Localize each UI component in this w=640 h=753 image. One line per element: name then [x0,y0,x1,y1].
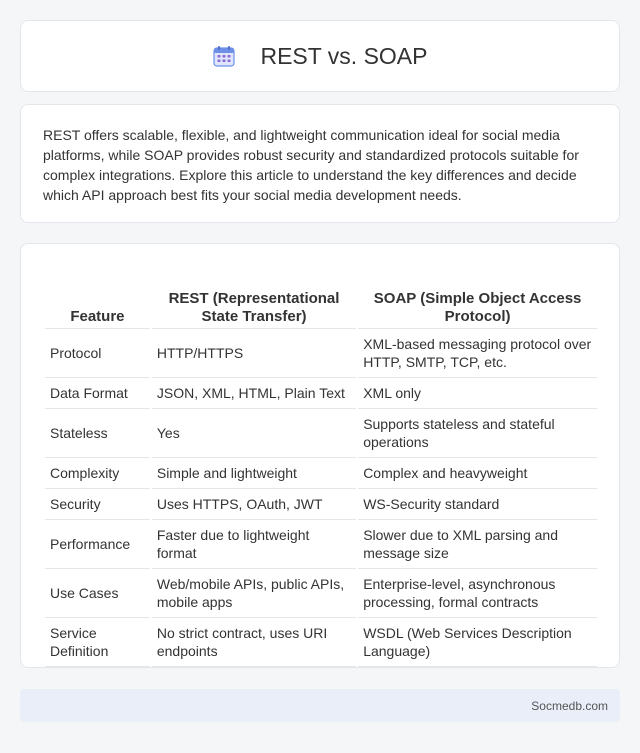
footer [20,689,620,722]
comparison-table-card [20,243,620,668]
soap-cell: XML only [358,378,597,409]
table-row [45,489,597,520]
soap-cell: Enterprise-level, asynchronous processing, formal contracts [358,569,597,618]
feature-cell: Data Format [45,378,150,409]
soap-cell: WSDL (Web Services Description Language) [358,618,597,667]
soap-cell: Supports stateless and stateful operations [358,409,597,458]
intro-text: REST offers scalable, flexible, and lightweight communication ideal for social media platforms, while SOAP provides robust security and standardized protocols suitable for complex integrations. Explore this article to understand the key differences and decide which API approach best fits your social media development needs. [43,127,579,203]
feature-cell: Use Cases [45,569,150,618]
rest-cell: Uses HTTPS, OAuth, JWT [152,489,356,520]
rest-cell: No strict contract, uses URI endpoints [152,618,356,667]
soap-cell: Slower due to XML parsing and message size [358,520,597,569]
header-rest: REST (Representational State Transfer) [152,266,356,329]
page-title: REST vs. SOAP [260,42,428,69]
rest-cell: Faster due to lightweight format [152,520,356,569]
soap-cell: XML-based messaging protocol over HTTP, SMTP, TCP, etc. [358,329,597,378]
table-row [45,458,597,489]
table-row [45,378,597,409]
rest-cell: Yes [152,409,356,458]
rest-cell: Simple and lightweight [152,458,356,489]
calendar-icon [212,44,236,68]
feature-cell: Protocol [45,329,150,378]
intro-card [20,104,620,223]
header-soap: SOAP (Simple Object Access Protocol) [358,266,597,329]
feature-cell: Performance [45,520,150,569]
table-row [45,618,597,667]
footer-brand[interactable]: Socmedb.com [531,698,608,713]
soap-cell: WS-Security standard [358,489,597,520]
rest-cell: JSON, XML, HTML, Plain Text [152,378,356,409]
header-feature: Feature [45,266,150,329]
rest-cell: HTTP/HTTPS [152,329,356,378]
table-header-row [45,266,597,329]
feature-cell: Stateless [45,409,150,458]
table-row [45,329,597,378]
comparison-table [43,266,599,667]
feature-cell: Complexity [45,458,150,489]
feature-cell: Service Definition [45,618,150,667]
table-row [45,520,597,569]
title-card [20,20,620,92]
table-row [45,569,597,618]
soap-cell: Complex and heavyweight [358,458,597,489]
feature-cell: Security [45,489,150,520]
table-row [45,409,597,458]
rest-cell: Web/mobile APIs, public APIs, mobile apps [152,569,356,618]
